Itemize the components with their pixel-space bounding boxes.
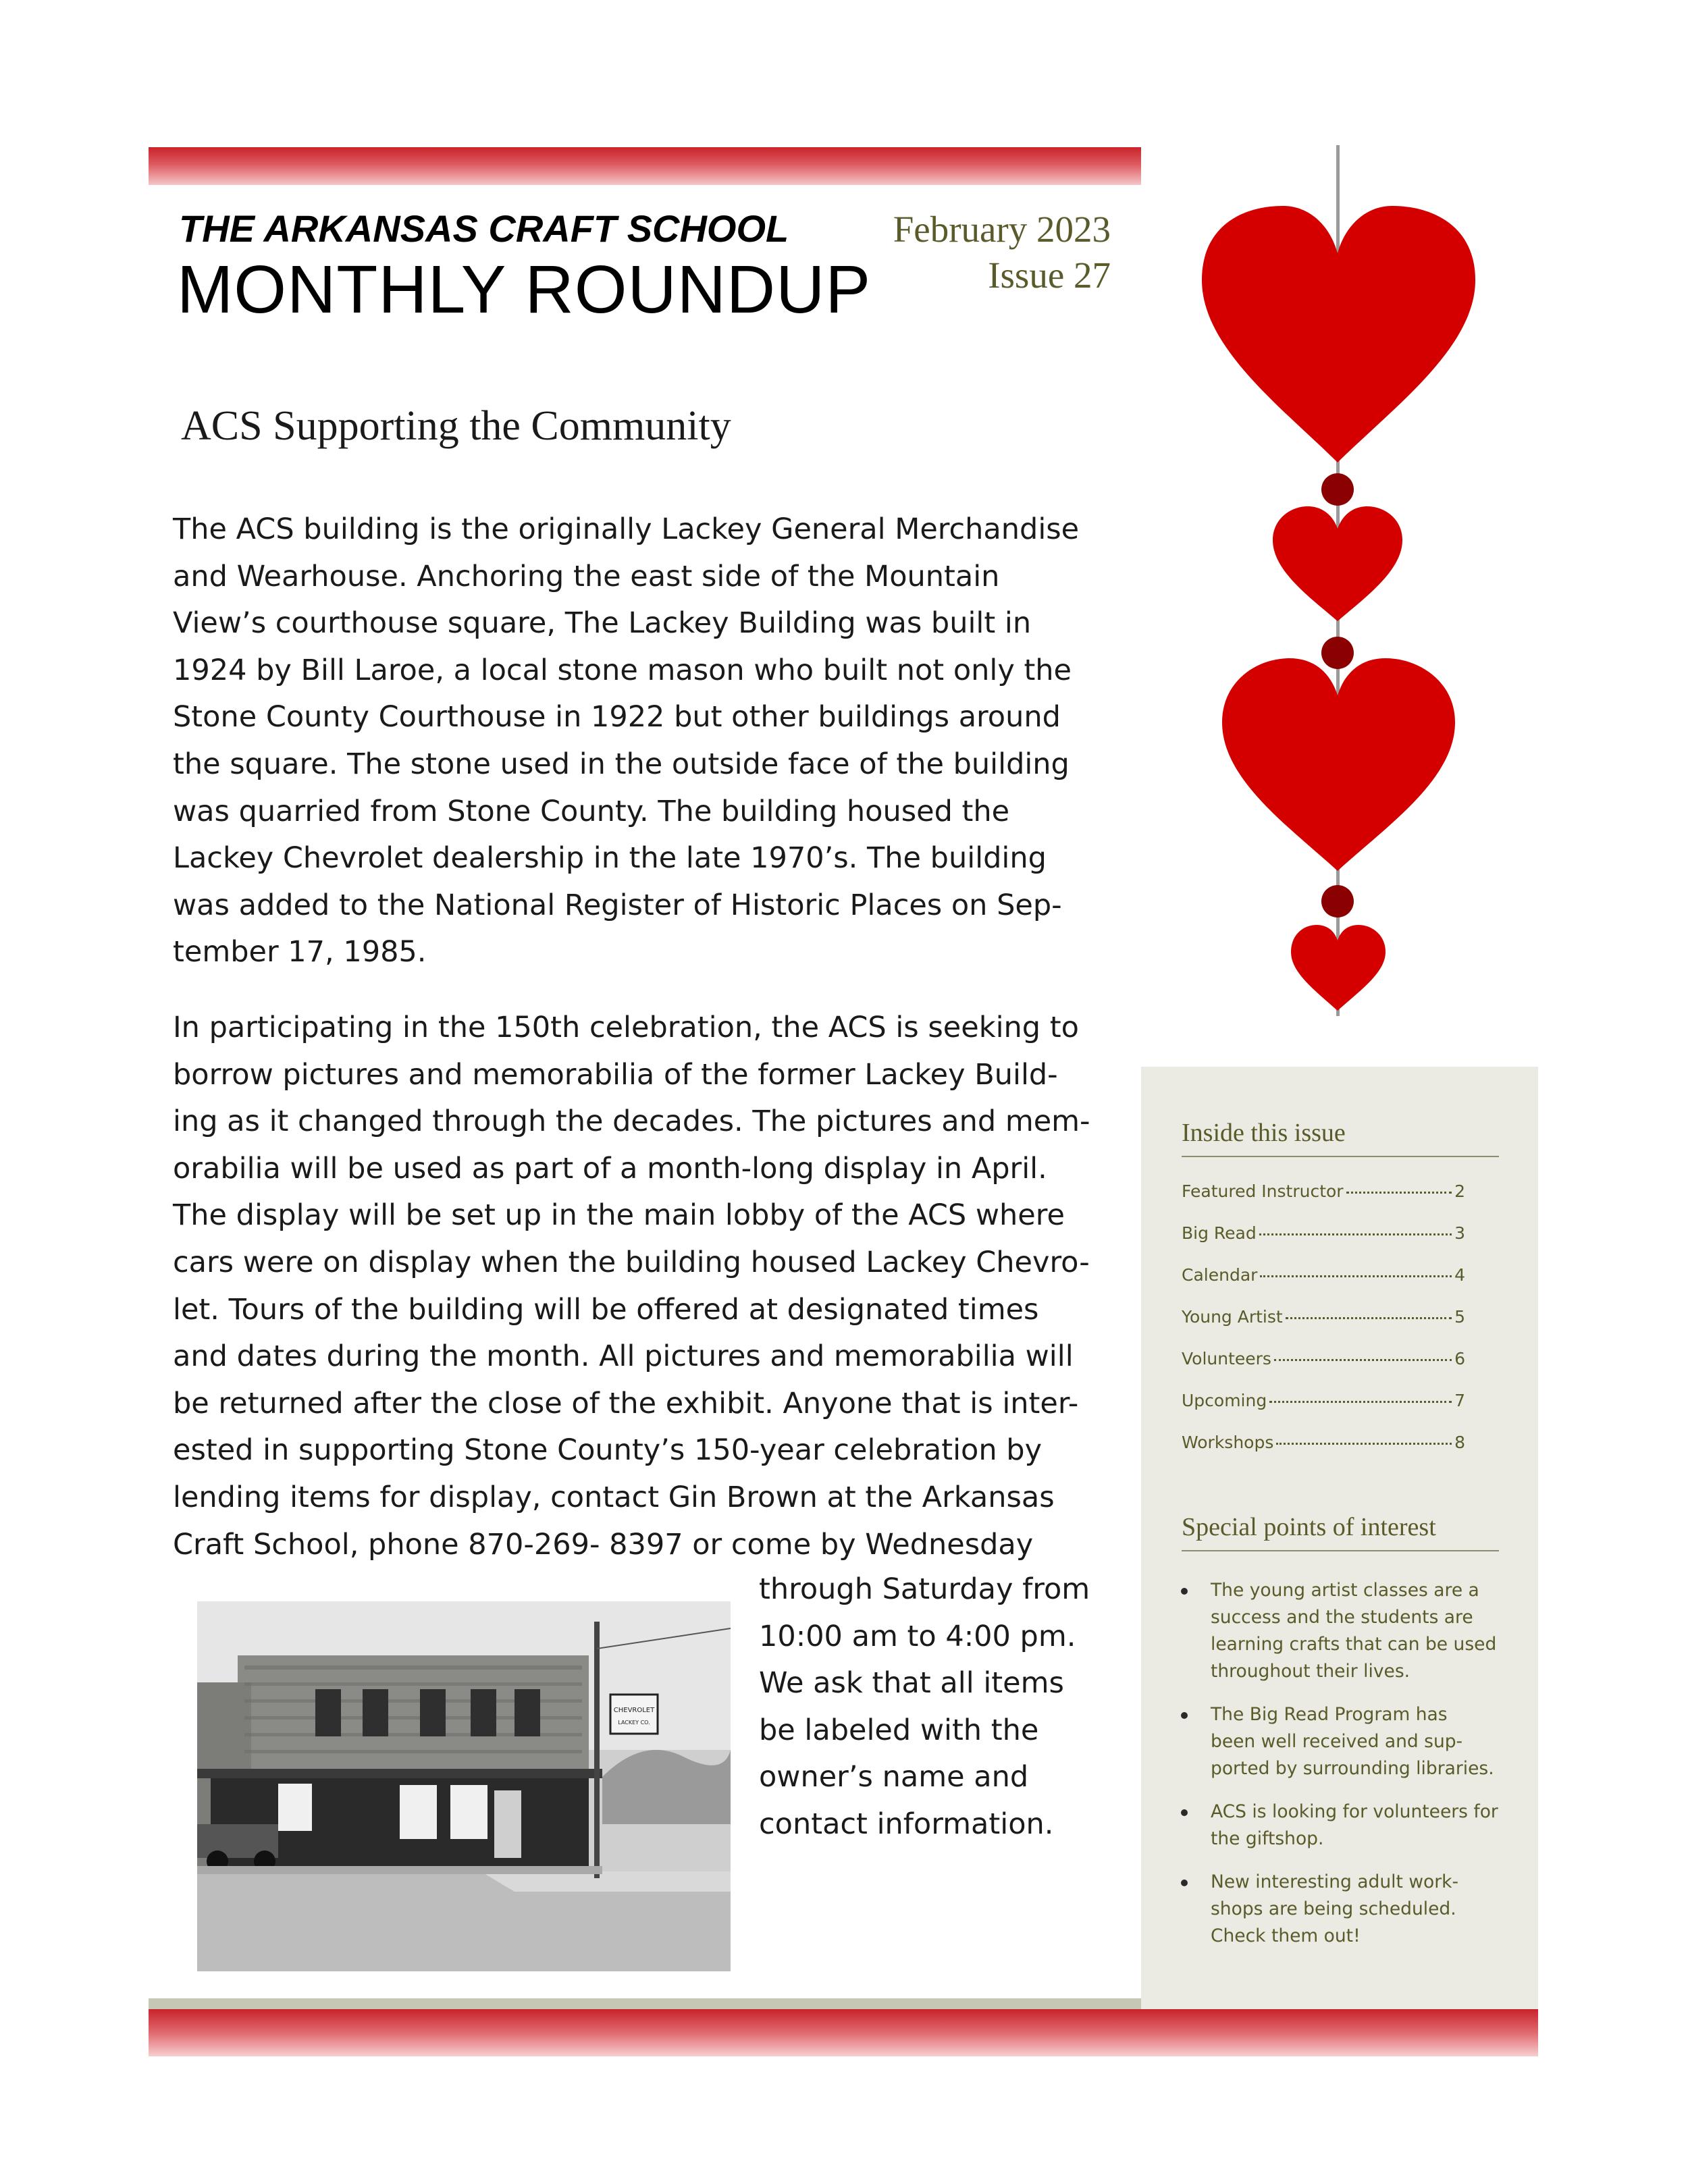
text-line: 10:00 am to 4:00 pm. xyxy=(759,1619,1076,1653)
text-line: Lackey Chevrolet dealership in the late 1970’s. The building xyxy=(173,841,1047,876)
hearts-garland-illustration xyxy=(1148,145,1539,1023)
sidebar-panel xyxy=(1141,1067,1538,2009)
toc-item[interactable]: Young Artist 5 xyxy=(1182,1307,1465,1327)
text-line: orabilia will be used as part of a month-long display in April. xyxy=(173,1151,1047,1186)
toc-item[interactable]: Volunteers 6 xyxy=(1182,1349,1465,1368)
bottom-banner-bar xyxy=(149,2009,1538,2056)
text-line: be labeled with the xyxy=(759,1713,1039,1747)
bottom-gray-rule xyxy=(149,1998,1141,2009)
school-name: THE ARKANSAS CRAFT SCHOOL xyxy=(179,207,789,250)
issue-number: Issue 27 xyxy=(988,255,1111,296)
sign-text: CHEVROLET xyxy=(613,1707,655,1714)
toc-item[interactable]: Workshops 8 xyxy=(1182,1433,1465,1452)
text-line: We ask that all items xyxy=(759,1666,1064,1701)
text-line: The display will be set up in the main lobby of the ACS where xyxy=(173,1198,1065,1233)
toc-item[interactable]: Featured Instructor 2 xyxy=(1182,1181,1465,1201)
text-line: owner’s name and xyxy=(759,1760,1029,1794)
text-line: borrow pictures and memorabilia of the former Lackey Build- xyxy=(173,1057,1058,1092)
heading-rule xyxy=(1182,1550,1499,1551)
article-paragraph-1 xyxy=(173,506,1079,976)
bullet-icon xyxy=(1181,1809,1188,1816)
text-line: Stone County Courthouse in 1922 but other buildings around xyxy=(173,700,1061,735)
top-banner-bar xyxy=(149,147,1141,185)
text-line: lending items for display, contact Gin Brown at the Arkansas xyxy=(173,1480,1055,1514)
text-line: let. Tours of the building will be offered at designated times xyxy=(173,1292,1039,1327)
article-paragraph-2 xyxy=(173,1005,1090,1568)
bead-icon xyxy=(1321,473,1354,506)
text-line: and Wearhouse. Anchoring the east side of the Mountain xyxy=(173,559,1000,593)
lackey-building-photo xyxy=(197,1601,731,1971)
list-item: New interesting adult work- shops are being scheduled. Check them out! xyxy=(1211,1869,1535,1950)
text-line: View’s courthouse square, The Lackey Building was built in xyxy=(173,606,1032,641)
text-line: Craft School, phone 870-269- 8397 or come by Wednesday xyxy=(173,1527,1034,1562)
inside-issue-heading: Inside this issue xyxy=(1182,1119,1346,1147)
text-line: be returned after the close of the exhibit. Anyone that is inter- xyxy=(173,1386,1079,1420)
list-item: ACS is looking for volunteers for the giftshop. xyxy=(1211,1799,1535,1853)
text-line: In participating in the 150th celebration, the ACS is seeking to xyxy=(173,1011,1079,1044)
toc-item[interactable]: Big Read 3 xyxy=(1182,1223,1465,1243)
issue-date: February 2023 xyxy=(893,209,1111,250)
text-line: through Saturday from xyxy=(759,1572,1090,1606)
bullet-icon xyxy=(1181,1712,1188,1719)
toc-item[interactable]: Calendar 4 xyxy=(1182,1265,1465,1285)
toc-item[interactable]: Upcoming 7 xyxy=(1182,1391,1465,1410)
text-line: ested in supporting Stone County’s 150-year celebration by xyxy=(173,1433,1043,1468)
text-line: contact information. xyxy=(759,1807,1054,1841)
text-line: cars were on display when the building housed Lackey Chevro- xyxy=(173,1245,1090,1279)
bullet-icon xyxy=(1181,1880,1188,1886)
bead-icon xyxy=(1321,637,1354,669)
text-line: ing as it changed through the decades. The pictures and mem- xyxy=(173,1104,1090,1139)
article-paragraph-2-continued xyxy=(759,1566,1090,1848)
text-line: 1924 by Bill Laroe, a local stone mason who built not only the xyxy=(173,653,1072,687)
text-line: and dates during the month. All pictures and memorabilia will xyxy=(173,1339,1074,1374)
heading-rule xyxy=(1182,1156,1499,1157)
text-line: was added to the National Register of Historic Places on Sep- xyxy=(173,888,1062,922)
text-line: was quarried from Stone County. The building housed the xyxy=(173,794,1010,828)
list-item: The Big Read Program has been well received and sup- ported by surrounding libraries. xyxy=(1211,1701,1535,1782)
text-line: The ACS building is the originally Lackey General Merchandise xyxy=(173,512,1080,546)
list-item: The young artist classes are a success and the students are learning crafts that can be used throughout their lives. xyxy=(1211,1577,1535,1685)
newsletter-title: MONTHLY ROUNDUP xyxy=(177,252,872,327)
issue-info xyxy=(837,207,1111,298)
text-line: tember 17, 1985. xyxy=(173,935,427,969)
article-title: ACS Supporting the Community xyxy=(181,403,731,449)
sign-subtext: LACKEY CO. xyxy=(618,1720,650,1726)
bead-icon xyxy=(1321,885,1354,917)
text-line: the square. The stone used in the outside face of the building xyxy=(173,747,1070,781)
special-points-heading: Special points of interest xyxy=(1182,1513,1436,1541)
bullet-icon xyxy=(1181,1588,1188,1595)
